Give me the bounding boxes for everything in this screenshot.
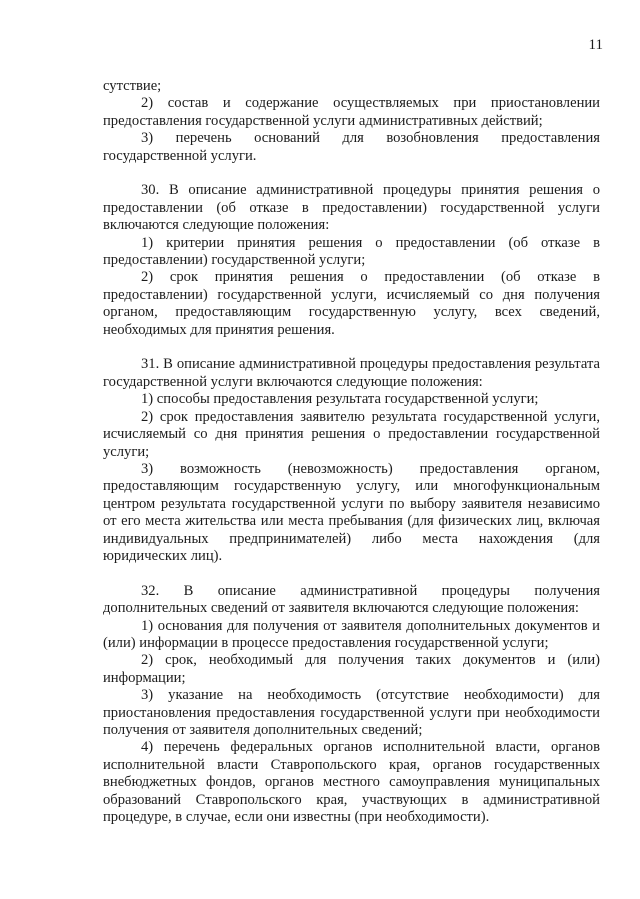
paragraph: 2) срок, необходимый для получения таких документов и (или) информации; [103,652,600,686]
paragraph: 1) основания для получения от заявителя дополнительных документов и (или) информации в процессе предоставления государственной услуги; [103,617,600,651]
page-number: 11 [588,37,603,53]
paragraph: 31. В описание административной процедуры предоставления результата государственной услуги включаются следующие положения: [103,356,600,390]
document-body [103,78,600,826]
paragraph: сутствие; [103,78,162,94]
paragraph: 3) возможность (невозможность) предоставления органом, предоставляющим государственную услугу, или многофункциональным центром результата государственной услуги по выбору заявителя независимо от его места жительства или места пребывания (для физических лиц, включая индивидуальных предпринимателей) либо места нахождения (для юридических лиц). [103,460,600,564]
paragraph: 1) критерии принятия решения о предоставлении (об отказе в предоставлении) государственной услуги; [103,234,600,269]
paragraph: 30. В описание административной процедуры принятия решения о предоставлении (об отказе в предоставлении) государственной услуги включаются следующие положения: [103,182,600,234]
paragraph-spacer [103,565,600,582]
paragraph: 4) перечень федеральных органов исполнительной власти, органов исполнительной власти Ставропольского края, органов государственных внебюджетных фондов, органов местного самоуправления муниципальных образований Ставропольского края, участвующих в административной процедуре, в случае, если они известны (при необходимости). [103,739,600,826]
paragraph: 2) состав и содержание осуществляемых при приостановлении предоставления государственной услуги административных действий; [103,95,600,129]
paragraph: 3) перечень оснований для возобновления предоставления государственной услуги. [103,130,600,164]
paragraph: 2) срок предоставления заявителю результата государственной услуги, исчисляемый со дня принятия решения о предоставлении государственной услуги; [103,408,600,460]
paragraph-spacer [103,339,600,356]
paragraph: 3) указание на необходимость (отсутствие необходимости) для приостановления предоставления государственной услуги при необходимости получения от заявителя дополнительных сведений; [103,687,600,738]
paragraph-spacer [103,165,600,182]
paragraph: 1) способы предоставления результата государственной услуги; [141,391,539,408]
paragraph: 2) срок принятия решения о предоставлении (об отказе в предоставлении) государственной услуги, исчисляемый со дня получения органом, предоставляющим государственную услугу, всех сведений, необходимых для принятия решения. [103,269,600,338]
paragraph: 32. В описание административной процедуры получения дополнительных сведений от заявителя включаются следующие положения: [103,582,600,617]
